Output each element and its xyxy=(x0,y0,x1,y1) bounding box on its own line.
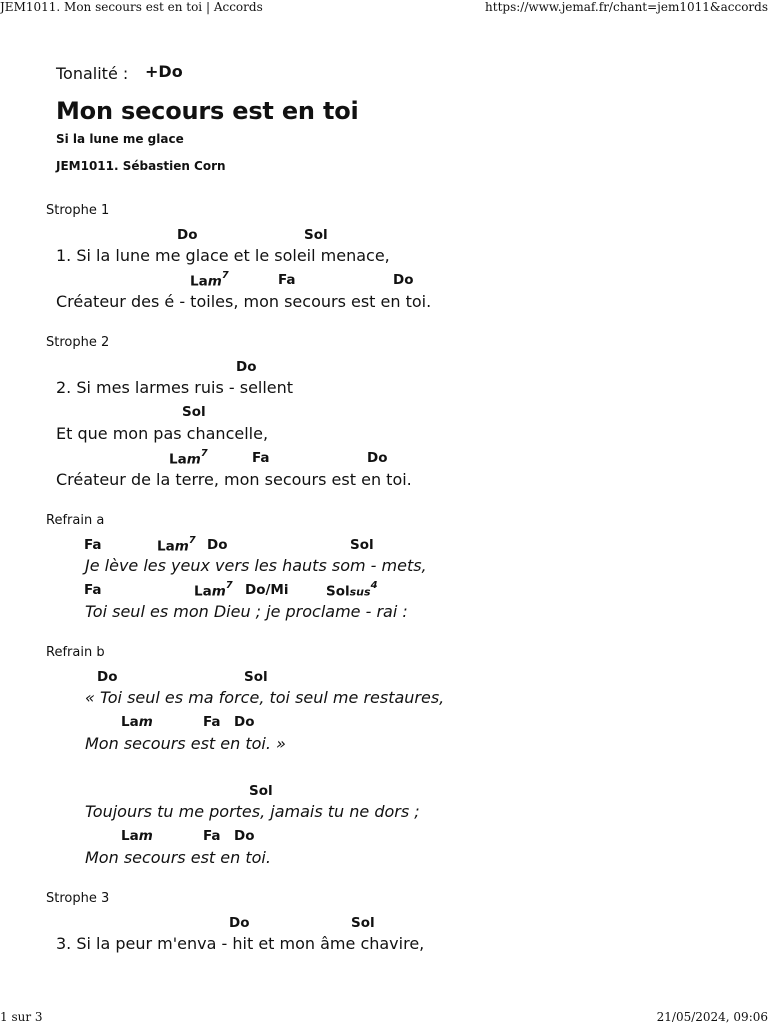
print-footer-date: 21/05/2024, 09:06 xyxy=(656,1010,768,1024)
lyric-line: 2. Si mes larmes ruis - sellent xyxy=(56,378,294,397)
chord-fa: Fa xyxy=(203,828,221,844)
chord-lam7: Lam$^7$ xyxy=(157,535,196,555)
tonality-value: +Do xyxy=(145,62,183,81)
section-label-refrain-a: Refrain a xyxy=(46,513,105,528)
lyric-line: 3. Si la peur m'enva - hit et mon âme chavire, xyxy=(56,934,425,953)
chord-sol: Sol xyxy=(350,537,374,553)
section-label-strophe-1: Strophe 1 xyxy=(46,203,110,218)
chord-do: Do xyxy=(234,828,255,844)
chord-lam7: Lam$^7$ xyxy=(190,270,229,290)
lyric-line: « Toi seul es ma force, toi seul me restaures, xyxy=(85,688,445,707)
chord-lam: Lam xyxy=(121,714,153,730)
chord-do: Do xyxy=(229,915,250,931)
chord-fa: Fa xyxy=(278,272,296,288)
chord-do: Do xyxy=(177,227,198,243)
lyric-line: Toujours tu me portes, jamais tu ne dors ; xyxy=(85,802,420,821)
chord-do: Do xyxy=(393,272,414,288)
chord-sol: Sol xyxy=(249,783,273,799)
chord-do: Do xyxy=(97,669,118,685)
chord-fa: Fa xyxy=(84,537,102,553)
lyric-line: Créateur des é - toiles, mon secours est en toi. xyxy=(56,292,432,311)
song-subtitle: Si la lune me glace xyxy=(56,132,184,146)
chord-sol: Sol xyxy=(244,669,268,685)
section-label-strophe-2: Strophe 2 xyxy=(46,335,110,350)
lyric-line: Mon secours est en toi. xyxy=(85,848,271,867)
print-header-url: https://www.jemaf.fr/chant=jem1011&accords xyxy=(485,0,768,14)
tonality-label: Tonalité : xyxy=(56,64,129,83)
print-header-title: JEM1011. Mon secours est en toi | Accords xyxy=(0,0,263,14)
lyric-line: Je lève les yeux vers les hauts som - mets, xyxy=(85,556,427,575)
song-reference: JEM1011. Sébastien Corn xyxy=(56,159,226,173)
chord-sol: Sol xyxy=(304,227,328,243)
chord-fa: Fa xyxy=(84,582,102,598)
chord-lam7: Lam$^7$ xyxy=(194,580,233,600)
lyric-line: Toi seul es mon Dieu ; je proclame - rai : xyxy=(85,602,408,621)
chord-do: Do xyxy=(236,359,257,375)
chord-fa: Fa xyxy=(203,714,221,730)
section-label-refrain-b: Refrain b xyxy=(46,645,105,660)
chord-do-mi: Do/Mi xyxy=(245,582,289,598)
chord-sol: Sol xyxy=(351,915,375,931)
chord-do: Do xyxy=(367,450,388,466)
chord-lam7: Lam$^7$ xyxy=(169,448,208,468)
print-footer-page: 1 sur 3 xyxy=(0,1010,43,1024)
chord-sol: Sol xyxy=(182,404,206,420)
section-label-strophe-3: Strophe 3 xyxy=(46,891,110,906)
chord-lam: Lam xyxy=(121,828,153,844)
lyric-line: Créateur de la terre, mon secours est en toi. xyxy=(56,470,412,489)
chord-do: Do xyxy=(234,714,255,730)
song-title: Mon secours est en toi xyxy=(56,97,359,125)
chord-fa: Fa xyxy=(252,450,270,466)
lyric-line: Et que mon pas chancelle, xyxy=(56,424,269,443)
chord-do: Do xyxy=(207,537,228,553)
chord-sol-sus4: Solsus$^4$ xyxy=(326,580,378,600)
lyric-line: Mon secours est en toi. » xyxy=(85,734,286,753)
lyric-line: 1. Si la lune me glace et le soleil menace, xyxy=(56,246,390,265)
